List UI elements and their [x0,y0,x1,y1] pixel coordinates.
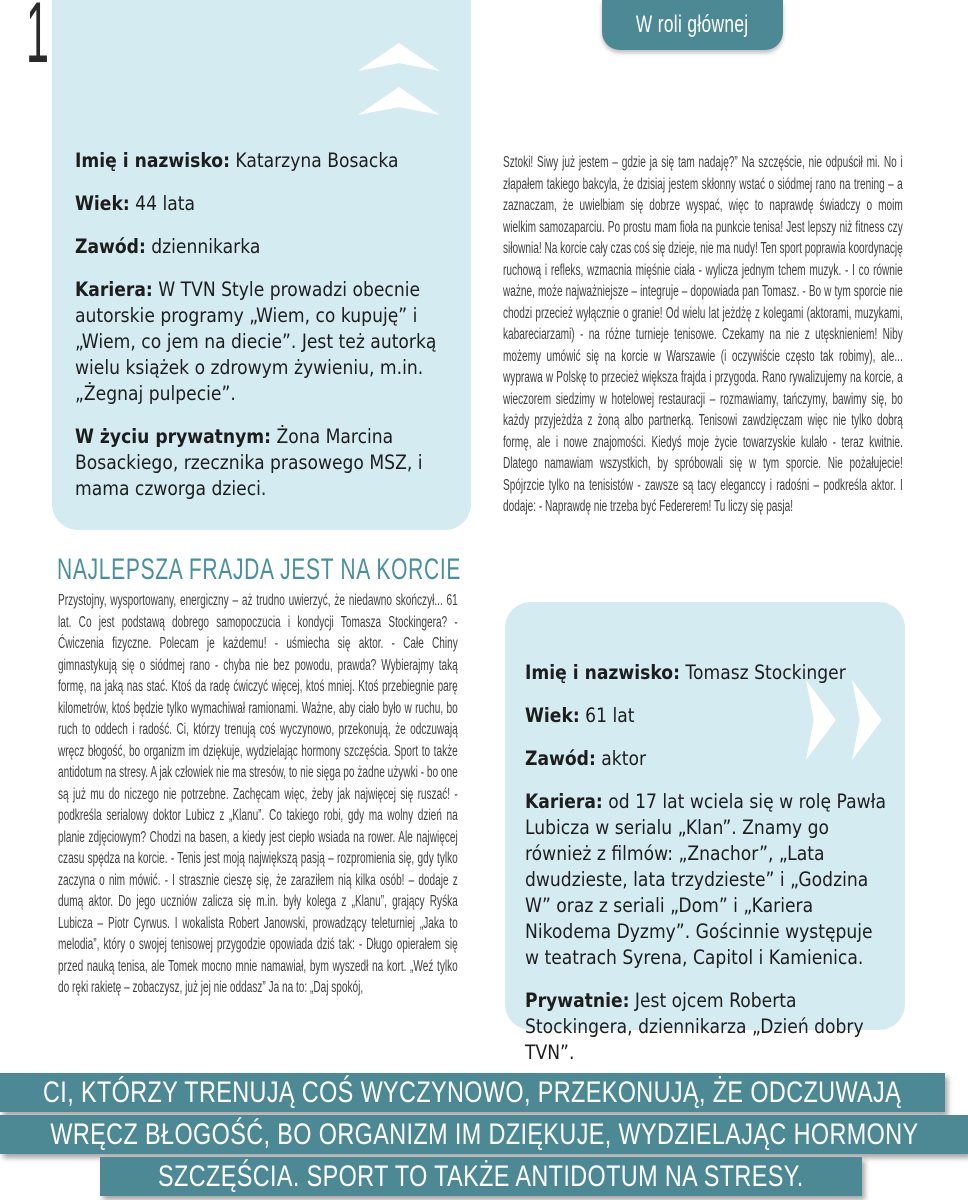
profile-card-katarzyna [52,0,471,530]
field-label: Kariera: [75,278,153,301]
profile-field [525,660,891,686]
field-value: od 17 lat wciela się w rolę Pawła Lubicza w serialu „Klan”. Znamy go również z filmów: „Znachor”, „Lata dwudzieste, lata trzydzieste” i „Godzina W” oraz z seriali „Dom” i „Kariera Nikodema Dyzmy”. Gościnnie występuje w teatrach Syrena, Capitol i Kamienica. [525,790,887,969]
field-label: Imię i nazwisko: [525,661,680,684]
page-number: 1 [26,0,49,81]
profile-field [525,988,891,1066]
section-badge [602,0,783,50]
field-label: Wiek: [525,704,580,727]
field-value: dziennikarka [145,235,261,258]
profile-field [525,789,891,971]
profile-field [75,148,452,174]
profile-field [75,234,452,260]
quote-banner-line-3 [100,1157,862,1196]
profile-field [525,746,891,772]
field-label: Wiek: [75,192,130,215]
profile-field [75,424,452,502]
article-column-right [503,152,907,518]
field-value: Jest ojcem Roberta Stockingera, dziennikarza „Dzień dobry TVN”. [525,989,864,1064]
quote-banner-line-1 [0,1073,945,1112]
field-label: Zawód: [75,235,146,258]
field-value: Tomasz Stockinger [679,661,846,684]
profile-fields [525,660,891,1083]
profile-field [75,277,452,407]
field-label: W życiu prywatnym: [75,425,272,448]
field-value: Żona Marcina Bosackiego, rzecznika prasowego MSZ, i mama czworga dzieci. [75,425,423,500]
quote-text: SZCZĘŚCIA. SPORT TO TAKŻE ANTIDOTUM NA STRESY. [158,1159,804,1193]
profile-card-tomasz [505,602,905,1064]
quote-text: CI, KTÓRZY TRENUJĄ COŚ WYCZYNOWO, PRZEKONUJĄ, ŻE ODCZUWAJĄ [43,1075,902,1109]
chevron-up-icon [358,43,440,71]
quote-text: WRĘCZ BŁOGOŚĆ, BO ORGANIZM IM DZIĘKUJE, WYDZIELAJĄC HORMONY [49,1117,919,1151]
chevron-up-icon [358,87,440,115]
quote-banner-line-2 [0,1115,968,1154]
field-value: Katarzyna Bosacka [229,149,399,172]
field-value: 44 lata [129,192,196,215]
article-heading: NAJLEPSZA FRAJDA JEST NA KORCIE [57,553,462,586]
field-label: Zawód: [525,747,596,770]
field-value: W TVN Style prowadzi obecnie autorskie programy „Wiem, co kupuję” i „Wiem, co jem na diecie”. Jest też autorką wielu książek o zdrowym żywieniu, m.in. „Żegnaj pulpecie”. [75,278,437,405]
profile-field [525,703,891,729]
profile-fields [75,148,452,519]
section-badge-label: W roli głównej [636,11,749,38]
article-text: Sztoki! Siwy już jestem – gdzie ja się tam nadaję?” Na szczęście, nie odpuścił mi. No i złapałem takiego bakcyla, że dzisiaj jestem skłonny wstać o siódmej rano na trening – a zaznaczam, że uwielbiam się dobrze wyspać, więc to naprawdę świadczy o moim wielkim samozaparciu. Po prostu mam fioła na punkcie tenisa! Jest lepszy niż fitness czy siłownia! Na korcie cały czas coś się dzieje, nie ma nudy! Ten sport poprawia koordynację ruchową i refleks, wzmacnia mięśnie ciała - wylicza jednym tchem muzyk. - I co równie ważne, może najważniejsze – integruje – dopowiada pan Tomasz. - Bo w tym sporcie nie chodzi przecież wyłącznie o granie! Od wielu lat jeżdżę z kolegami (aktorami, muzykami, kabareciarzami) - na różne turnieje tenisowe. Czekamy na nie z utęsknieniem! Niby możemy umówić się na korcie w Warszawie (i oczywiście często tak robimy), ale... wyprawa w Polskę to przecież większa frajda i przygoda. Rano rywalizujemy na korcie, a wieczorem siedzimy w hotelowej restauracji – rozmawiamy, tańczymy, bawimy się, bo każdy przyjeżdża z żoną albo partnerką. Tenisowi zawdzięczam więc nie tylko dobrą formę, ale i nowe znajomości. Kiedyś moje życie towarzyskie kulało - teraz kwitnie. Dlatego namawiam wszystkich, by spróbowali się w tym sporcie. Nie pożałujecie! Spójrzcie tylko na tenisistów - zawsze są tacy eleganccy i radośni – podkreśla aktor. I dodaje: - Naprawdę nie trzeba być Federerem! Tu liczy się pasja! [503,154,903,515]
field-value: 61 lat [579,704,635,727]
field-label: Imię i nazwisko: [75,149,230,172]
field-value: aktor [595,747,647,770]
article-column-left [58,590,460,999]
field-label: Kariera: [525,790,603,813]
profile-field [75,191,452,217]
article-text: Przystojny, wysportowany, energiczny – aż trudno uwierzyć, że niedawno skończył... 61 lat. Co jest podstawą dobrego samopoczucia i kondycji Tomasza Stockingera? - Ćwiczenia fizyczne. Polecam je każdemu! - uśmiecha się aktor. - Całe Chiny gimnastykują się o siódmej rano - chyba nie bez powodu, prawda? Wybierajmy taką formę, na jaką nas stać. Ktoś da radę ćwiczyć więcej, ktoś mniej. Ktoś przebiegnie parę kilometrów, ktoś będzie tylko wymachiwał ramionami. Ważne, aby ciało było w ruchu, bo ruch to oddech i radość. Ci, którzy trenują coś wyczynowo, przekonują, że odczuwają wręcz błogość, bo organizm im dziękuje, wydzielając hormony szczęścia. Sport to także antidotum na stresy. A jak człowiek nie ma stresów, to nie sięga po żadne używki - bo one są już mu do niczego nie potrzebne. Zachęcam więc, żeby jak najwięcej się ruszać! - podkreśla serialowy doktor Lubicz z „Klanu”. Co takiego robi, gdy ma wolny dzień na planie zdjęciowym? Chodzi na basen, a kiedy jest ciepło wsiada na rower. Ale najwięcej czasu spędza na korcie. - Tenis jest moją największą pasją – rozpromienia się, gdy tylko zaczyna o nim mówić. - I strasznie cieszę się, że zaraziłem nią kilka osób! – dodaje z dumą aktor. Do jego uczniów zalicza się m.in. były kolega z „Klanu”, grający Ryśka Lubicza – Piotr Cyrwus. I wokalista Robert Janowski, prowadzący teleturniej „Jaka to melodia”, który o swojej tenisowej przygodzie opowiada dziś tak: - Długo opierałem się przed nauką tenisa, ale Tomek mocno mnie namawiał, bym wyszedł na kort. „Weź tylko do ręki rakietę – zobaczysz, już jej nie oddasz” Ja na to: „Daj spokój, [58,592,458,996]
field-label: Prywatnie: [525,989,630,1012]
